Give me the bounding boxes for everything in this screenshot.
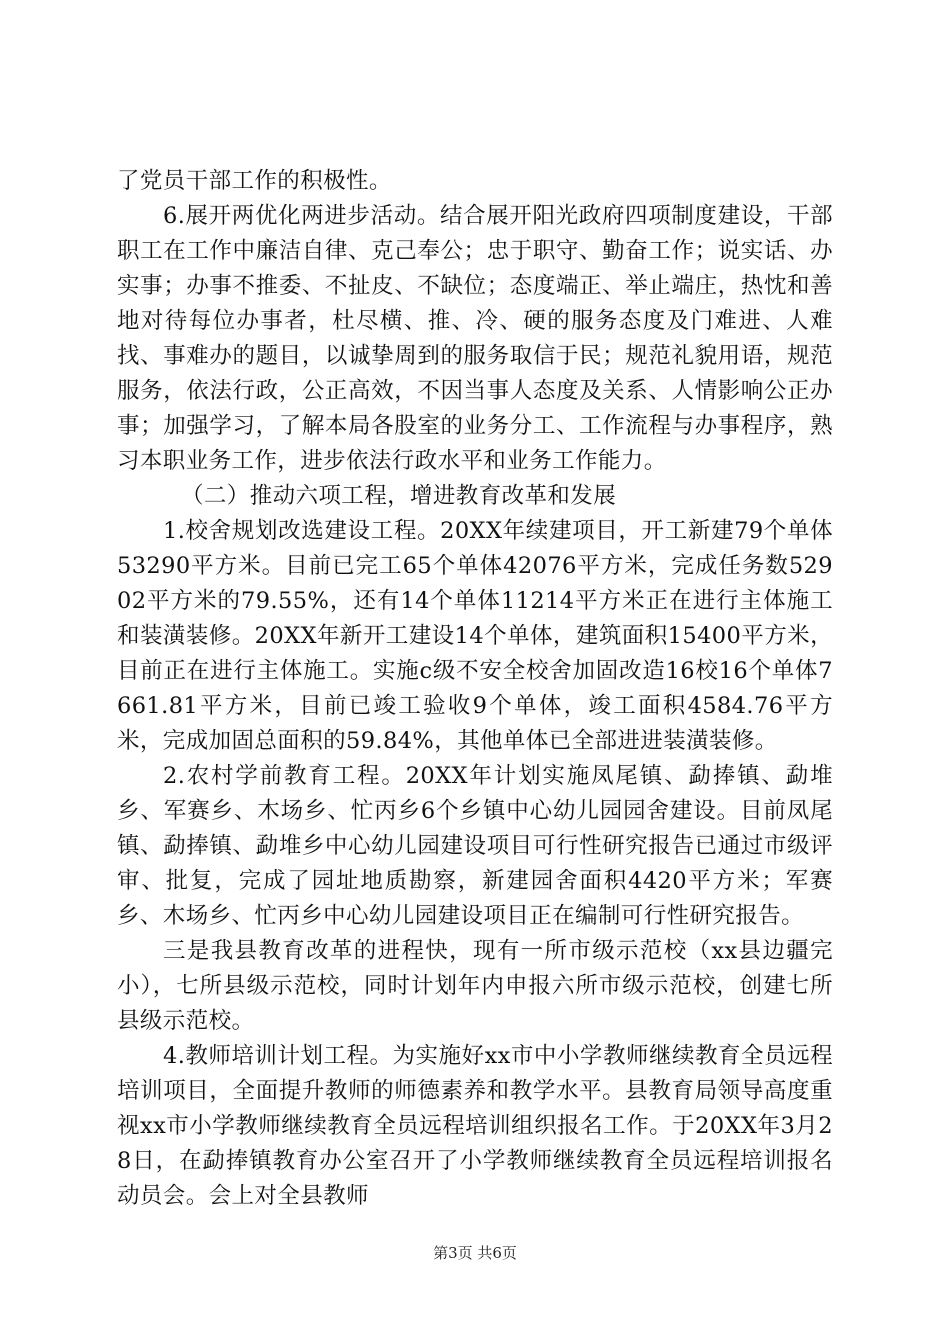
paragraph-item-4: 4.教师培训计划工程。为实施好xx市中小学教师继续教育全员远程培训项目，全面提升教师的师德素养和教学水平。县教育局领导高度重视xx市小学教师继续教育全员远程培训组织报名工作。于20XX年3月28日，在勐捧镇教育办公室召开了小学教师继续教育全员远程培训报名动员会。会上对全县教师 <box>117 1043 833 1209</box>
document-body <box>117 164 833 1214</box>
paragraph-item-2: 2.农村学前教育工程。20XX年计划实施凤尾镇、勐捧镇、勐堆乡、军赛乡、木场乡、忙丙乡6个乡镇中心幼儿园园舍建设。目前凤尾镇、勐捧镇、勐堆乡中心幼儿园建设项目可行性研究报告已通过市级评审、批复，完成了园址地质勘察，新建园舍面积4420平方米；军赛乡、木场乡、忙丙乡中心幼儿园建设项目正在编制可行性研究报告。 <box>117 763 833 929</box>
paragraph-item-3: 三是我县教育改革的进程快，现有一所市级示范校（xx县边疆完小），七所县级示范校，同时计划年内申报六所市级示范校，创建七所县级示范校。 <box>117 938 833 1034</box>
paragraph-continuation: 了党员干部工作的积极性。 <box>117 168 392 194</box>
section-heading: （二）推动六项工程，增进教育改革和发展 <box>181 483 617 509</box>
page-number-label: 第3页 共6页 <box>433 1244 517 1262</box>
page-footer <box>0 1243 950 1263</box>
paragraph-item-1: 1.校舍规划改选建设工程。20XX年续建项目，开工新建79个单体53290平方米。目前已完工65个单体42076平方米，完成任务数52902平方米的79.55%，还有14个单体11214平方米正在进行主体施工和装潢装修。20XX年新开工建设14个单体，建筑面积15400平方米，目前正在进行主体施工。实施c级不安全校舍加固改造16校16个单体7661.81平方米，目前已竣工验收9个单体，竣工面积4584.76平方米，完成加固总面积的59.84%，其他单体已全部进进装潢装修。 <box>117 518 833 754</box>
paragraph-item-6: 6.展开两优化两进步活动。结合展开阳光政府四项制度建设，干部职工在工作中廉洁自律、克己奉公；忠于职守、勤奋工作；说实话、办实事；办事不推委、不扯皮、不缺位；态度端正、举止端庄，热忱和善地对待每位办事者，杜尽横、推、冷、硬的服务态度及门难进、人难找、事难办的题目，以诚挚周到的服务取信于民；规范礼貌用语，规范服务，依法行政，公正高效，不因当事人态度及关系、人情影响公正办事；加强学习，了解本局各股室的业务分工、工作流程与办事程序，熟习本职业务工作，进步依法行政水平和业务工作能力。 <box>117 203 833 474</box>
